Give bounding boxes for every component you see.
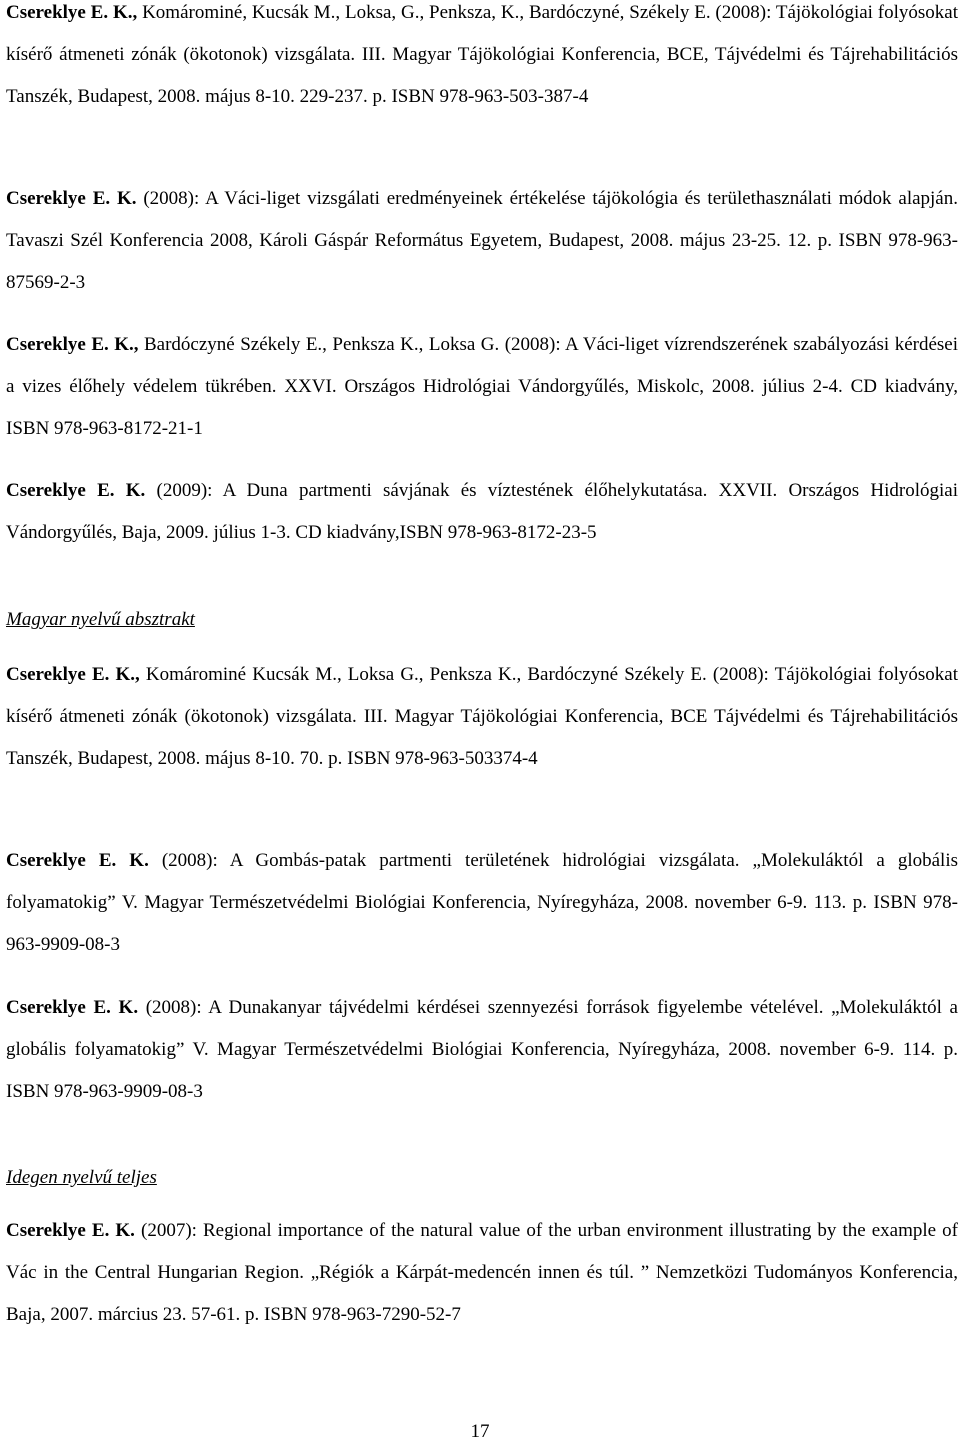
entry-author: Csereklye E. K.,	[6, 664, 140, 685]
entry-author: Csereklye E. K.	[6, 1220, 135, 1241]
entry-author: Csereklye E. K.,	[6, 2, 138, 23]
entry-author: Csereklye E. K.,	[6, 334, 139, 355]
abstract-entry	[6, 840, 958, 966]
entry-text: (2008): A Váci-liget vizsgálati eredményeinek értékelése tájökológia és területhasználati módok alapján. Tavaszi Szél Konferencia 2008, Károli Gáspár Református Egyetem, Budapest, 2008. május 23-25. 12. p. ISBN 978-963-87569-2-3	[6, 188, 958, 293]
entry-text: (2008): A Dunakanyar tájvédelmi kérdései szennyezési források figyelembe vételével. „Molekuláktól a globális folyamatokig” V. Magyar Természetvédelmi Biológiai Konferencia, Nyíregyháza, 2008. november 6-9. 114. p. ISBN 978-963-9909-08-3	[6, 997, 958, 1102]
entry-author: Csereklye E. K.	[6, 850, 149, 871]
publication-entry	[6, 470, 958, 554]
publication-entry	[6, 324, 958, 450]
abstract-entry	[6, 987, 958, 1113]
entry-author: Csereklye E. K.	[6, 480, 146, 501]
entry-text: (2007): Regional importance of the natural value of the urban environment illustrating by the example of Vác in the Central Hungarian Region. „Régiók a Kárpát-medencén innen és túl. ” Nemzetközi Tudományos Konferencia, Baja, 2007. március 23. 57-61. p. ISBN 978-963-7290-52-7	[6, 1220, 958, 1325]
entry-text: Komárominé Kucsák M., Loksa G., Penksza K., Bardóczyné Székely E. (2008): Tájökológiai folyósokat kísérő átmeneti zónák (ökotonok) vizsgálata. III. Magyar Tájökológiai Konferencia, BCE Tájvédelmi és Tájrehabilitációs Tanszék, Budapest, 2008. május 8-10. 70. p. ISBN 978-963-503374-4	[6, 664, 958, 769]
foreign-entry	[6, 1210, 958, 1336]
page-number: 17	[470, 1421, 490, 1442]
publication-entry	[6, 0, 958, 118]
entry-text: Bardóczyné Székely E., Penksza K., Loksa G. (2008): A Váci-liget vízrendszerének szabályozási kérdései a vizes élőhely védelem tükrében. XXVI. Országos Hidrológiai Vándorgyűlés, Miskolc, 2008. július 2-4. CD kiadvány, ISBN 978-963-8172-21-1	[6, 334, 958, 439]
entry-text: (2009): A Duna partmenti sávjának és víztestének élőhelykutatása. XXVII. Országos Hidrológiai Vándorgyűlés, Baja, 2009. július 1-3. CD kiadvány,ISBN 978-963-8172-23-5	[6, 480, 958, 543]
entry-text: Komárominé, Kucsák M., Loksa, G., Penksza, K., Bardóczyné, Székely E. (2008): Tájökológiai folyósokat kísérő átmeneti zónák (ökotonok) vizsgálata. III. Magyar Tájökológiai Konferencia, BCE, Tájvédelmi és Tájrehabilitációs Tanszék, Budapest, 2008. május 8-10. 229-237. p. ISBN 978-963-503-387-4	[6, 2, 958, 107]
section-heading-foreign-full: Idegen nyelvű teljes	[6, 1167, 157, 1188]
entry-author: Csereklye E. K.	[6, 188, 137, 209]
entry-author: Csereklye E. K.	[6, 997, 139, 1018]
abstract-entry	[6, 654, 958, 780]
section-heading-hungarian-abstract: Magyar nyelvű absztrakt	[6, 609, 195, 630]
publication-entry	[6, 178, 958, 304]
entry-text: (2008): A Gombás-patak partmenti területének hidrológiai vizsgálata. „Molekuláktól a globális folyamatokig” V. Magyar Természetvédelmi Biológiai Konferencia, Nyíregyháza, 2008. november 6-9. 113. p. ISBN 978-963-9909-08-3	[6, 850, 958, 955]
